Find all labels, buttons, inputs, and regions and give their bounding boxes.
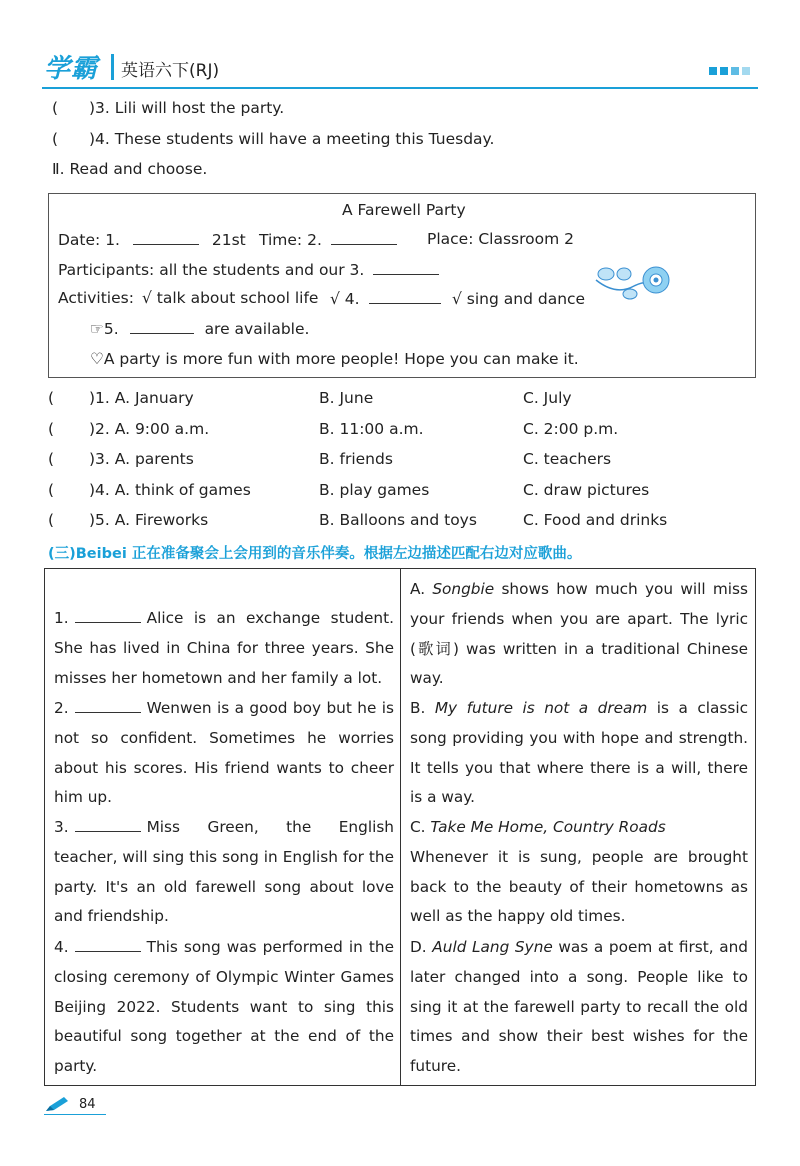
left-item-text: This song was performed in the closing ceremony of Olympic Winter Games Beijing 2022. Students want to sing this beautiful song together at the end of the party.	[54, 938, 394, 1076]
item5-suffix: are available.	[204, 320, 310, 338]
section-3-heading: (三)Beibei 正在准备聚会上会用到的音乐伴奏。根据左边描述匹配右边对应歌曲。	[48, 546, 582, 562]
pencil-icon	[44, 1095, 70, 1113]
choice-option-a: )4. A. think of games	[89, 481, 251, 499]
choice-paren: (	[48, 420, 55, 438]
choice-option-a: )5. A. Fireworks	[89, 511, 209, 529]
footer-rule	[44, 1114, 106, 1115]
notice-item-5	[90, 319, 309, 338]
answer-blank[interactable]	[75, 817, 141, 832]
choice-option-a: )1. A. January	[89, 389, 194, 407]
subject-title: 英语六下(RJ)	[121, 61, 220, 81]
song-title: Auld Lang Syne	[432, 938, 553, 956]
choice-option-c: C. draw pictures	[523, 481, 650, 499]
activity-2-label: √ 4.	[330, 290, 360, 308]
right-item-letter: D.	[410, 938, 427, 956]
choice-option-b: B. Balloons and toys	[319, 511, 477, 529]
right-item-letter: B.	[410, 699, 426, 717]
brand-logo: 学霸	[44, 54, 99, 84]
choice-paren: (	[48, 450, 55, 468]
right-item-d	[410, 933, 748, 1082]
blank-5[interactable]	[130, 319, 194, 334]
answer-blank[interactable]	[75, 608, 141, 623]
notice-participants	[58, 260, 439, 279]
deco-square-icon	[742, 67, 750, 75]
choice-option-a: )2. A. 9:00 a.m.	[89, 420, 210, 438]
blank-2[interactable]	[331, 230, 397, 245]
right-item-text: is a classic song providing you with hope and strength. It tells you that where there is a will, there is a way.	[410, 699, 748, 807]
activity-1: √ talk about school life	[142, 289, 319, 307]
choice-option-c: C. July	[523, 389, 572, 407]
activity-2	[330, 289, 441, 308]
date-label: Date: 1.	[58, 231, 120, 249]
choice-option-c: C. Food and drinks	[523, 511, 668, 529]
right-item-b	[410, 694, 748, 813]
choice-option-c: C. teachers	[523, 450, 612, 468]
choice-paren: (	[48, 481, 55, 499]
left-item-num: 4.	[54, 938, 69, 956]
left-item-num: 3.	[54, 818, 69, 836]
right-item-letter: A.	[410, 580, 426, 598]
left-item-text: Miss Green, the English teacher, will sing this song in English for the party. It's an old farewell song about love and friendship.	[54, 818, 394, 926]
activities-label: Activities:	[58, 289, 134, 307]
blank-1[interactable]	[133, 230, 199, 245]
left-item-2	[54, 694, 394, 813]
item5-prefix: ☞5.	[90, 320, 119, 338]
song-title: Songbie	[432, 580, 495, 598]
question-paren: (	[52, 130, 59, 148]
question-item: )3. Lili will host the party.	[89, 99, 285, 117]
right-item-a	[410, 575, 748, 694]
choice-paren: (	[48, 511, 55, 529]
deco-square-icon	[709, 67, 717, 75]
choice-paren: (	[48, 389, 55, 407]
song-title: Take Me Home, Country Roads	[430, 818, 666, 836]
page-number: 84	[79, 1097, 96, 1112]
date-suffix: 21st	[211, 231, 246, 249]
header-rule	[42, 87, 758, 89]
blank-3[interactable]	[373, 260, 439, 275]
flower-decoration-icon	[590, 258, 678, 304]
left-item-1	[54, 604, 394, 693]
left-item-4	[54, 933, 394, 1082]
section-heading: Ⅱ. Read and choose.	[52, 160, 208, 178]
choice-option-b: B. June	[319, 389, 374, 407]
blank-4[interactable]	[369, 289, 441, 304]
left-item-3	[54, 813, 394, 932]
choice-option-b: B. 11:00 a.m.	[319, 420, 424, 438]
choice-option-a: )3. A. parents	[89, 450, 194, 468]
left-item-text: Wenwen is a good boy but he is not so confident. Sometimes he worries about his scores. His friend wants to cheer him up.	[54, 699, 394, 807]
right-item-c	[410, 813, 748, 932]
table-divider	[400, 568, 401, 1085]
left-item-text: Alice is an exchange student. She has lived in China for three years. She misses her hometown and her family a lot.	[54, 609, 394, 687]
deco-square-icon	[731, 67, 739, 75]
answer-blank[interactable]	[75, 698, 141, 713]
notice-title: A Farewell Party	[342, 201, 466, 219]
left-item-num: 2.	[54, 699, 69, 717]
notice-place: Place: Classroom 2	[427, 230, 575, 248]
deco-square-icon	[720, 67, 728, 75]
participants-label: Participants: all the students and our 3.	[58, 261, 365, 279]
question-paren: (	[52, 99, 59, 117]
choice-option-b: B. play games	[319, 481, 430, 499]
notice-closing: ♡A party is more fun with more people! Hope you can make it.	[90, 350, 579, 368]
header-divider	[111, 54, 114, 80]
notice-time	[259, 230, 397, 249]
activity-3: √ sing and dance	[452, 290, 586, 308]
choice-option-c: C. 2:00 p.m.	[523, 420, 619, 438]
right-item-text: was a poem at first, and later changed into a song. People like to sing it at the farewell party to recall the old times and show their best wishes for the future.	[410, 938, 748, 1076]
song-title: My future is not a dream	[434, 699, 648, 717]
right-item-text: shows how much you will miss your friends when you are apart. The lyric (歌词) was written in a traditional Chinese way.	[410, 580, 748, 688]
right-item-letter: C.	[410, 818, 426, 836]
right-item-text: Whenever it is sung, people are brought back to the beauty of their hometowns as well as the happy old times.	[410, 847, 748, 926]
notice-date	[58, 230, 246, 249]
answer-blank[interactable]	[75, 937, 141, 952]
choice-option-b: B. friends	[319, 450, 393, 468]
time-label: Time: 2.	[259, 231, 322, 249]
question-item: )4. These students will have a meeting this Tuesday.	[89, 130, 495, 148]
left-item-num: 1.	[54, 609, 69, 627]
